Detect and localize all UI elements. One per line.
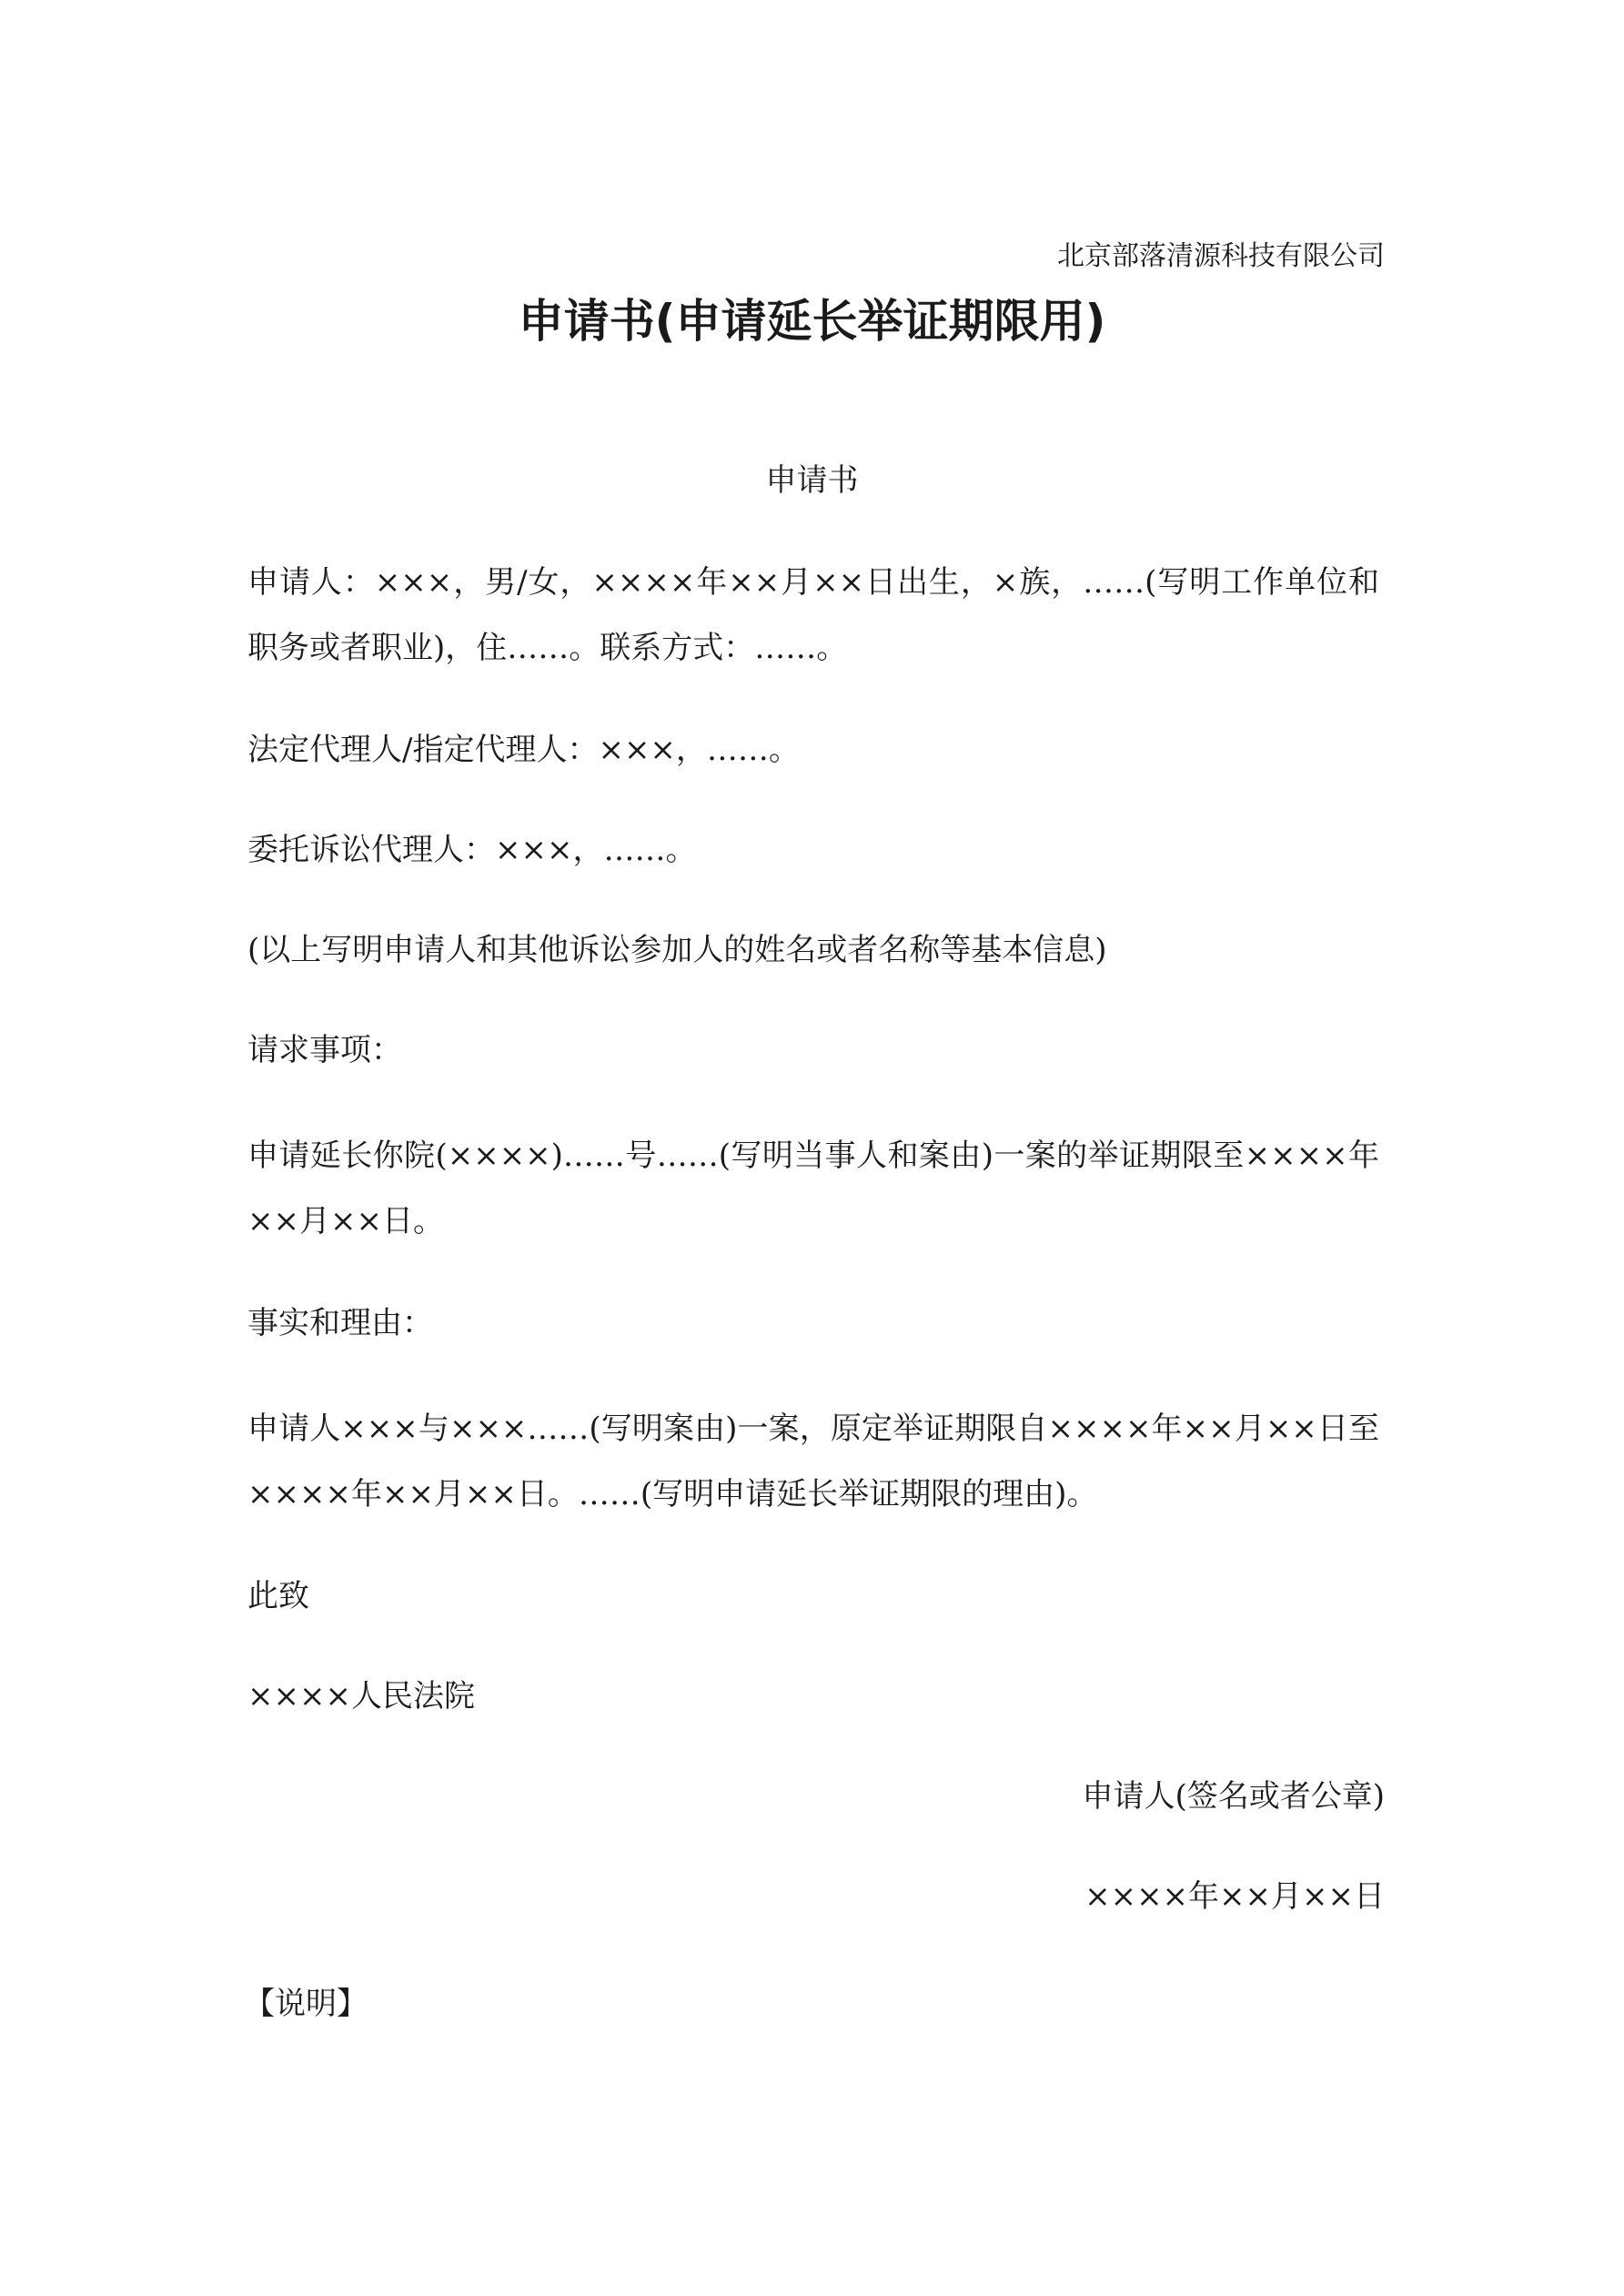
request-heading: 请求事项： (247, 1032, 402, 1068)
court-name: ××××人民法院 (247, 1678, 475, 1714)
document-title: 申请书(申请延长举证期限用) (518, 295, 1106, 348)
entrusted-agent-paragraph: 委托诉讼代理人：×××，……。 (247, 832, 697, 868)
request-body-paragraph: 申请延长你院(××××)……号……(写明当事人和案由)一案的举证期限至××××年××月××日。 (247, 1138, 1379, 1239)
company-header: 北京部落清源科技有限公司 (1057, 240, 1385, 272)
applicant-paragraph: 申请人：×××，男/女，××××年××月××日出生，×族，……(写明工作单位和职务或者职业)，住……。联系方式：……。 (247, 564, 1379, 666)
facts-body-paragraph: 申请人×××与×××……(写明案由)一案，原定举证期限自××××年××月××日至××××年××月××日。……(写明申请延长举证期限的理由)。 (247, 1411, 1379, 1512)
legal-agent-paragraph: 法定代理人/指定代理人：×××，……。 (247, 732, 800, 768)
date-line: ××××年××月××日 (1084, 1878, 1385, 1915)
facts-heading: 事实和理由： (247, 1305, 433, 1341)
parties-note-paragraph: (以上写明申请人和其他诉讼参加人的姓名或者名称等基本信息) (247, 932, 1107, 968)
document-subtitle: 申请书 (765, 462, 859, 499)
signature-line: 申请人(签名或者公章) (1082, 1778, 1385, 1815)
salutation: 此致 (247, 1578, 309, 1614)
explanation-heading: 【说明】 (244, 1986, 368, 2022)
